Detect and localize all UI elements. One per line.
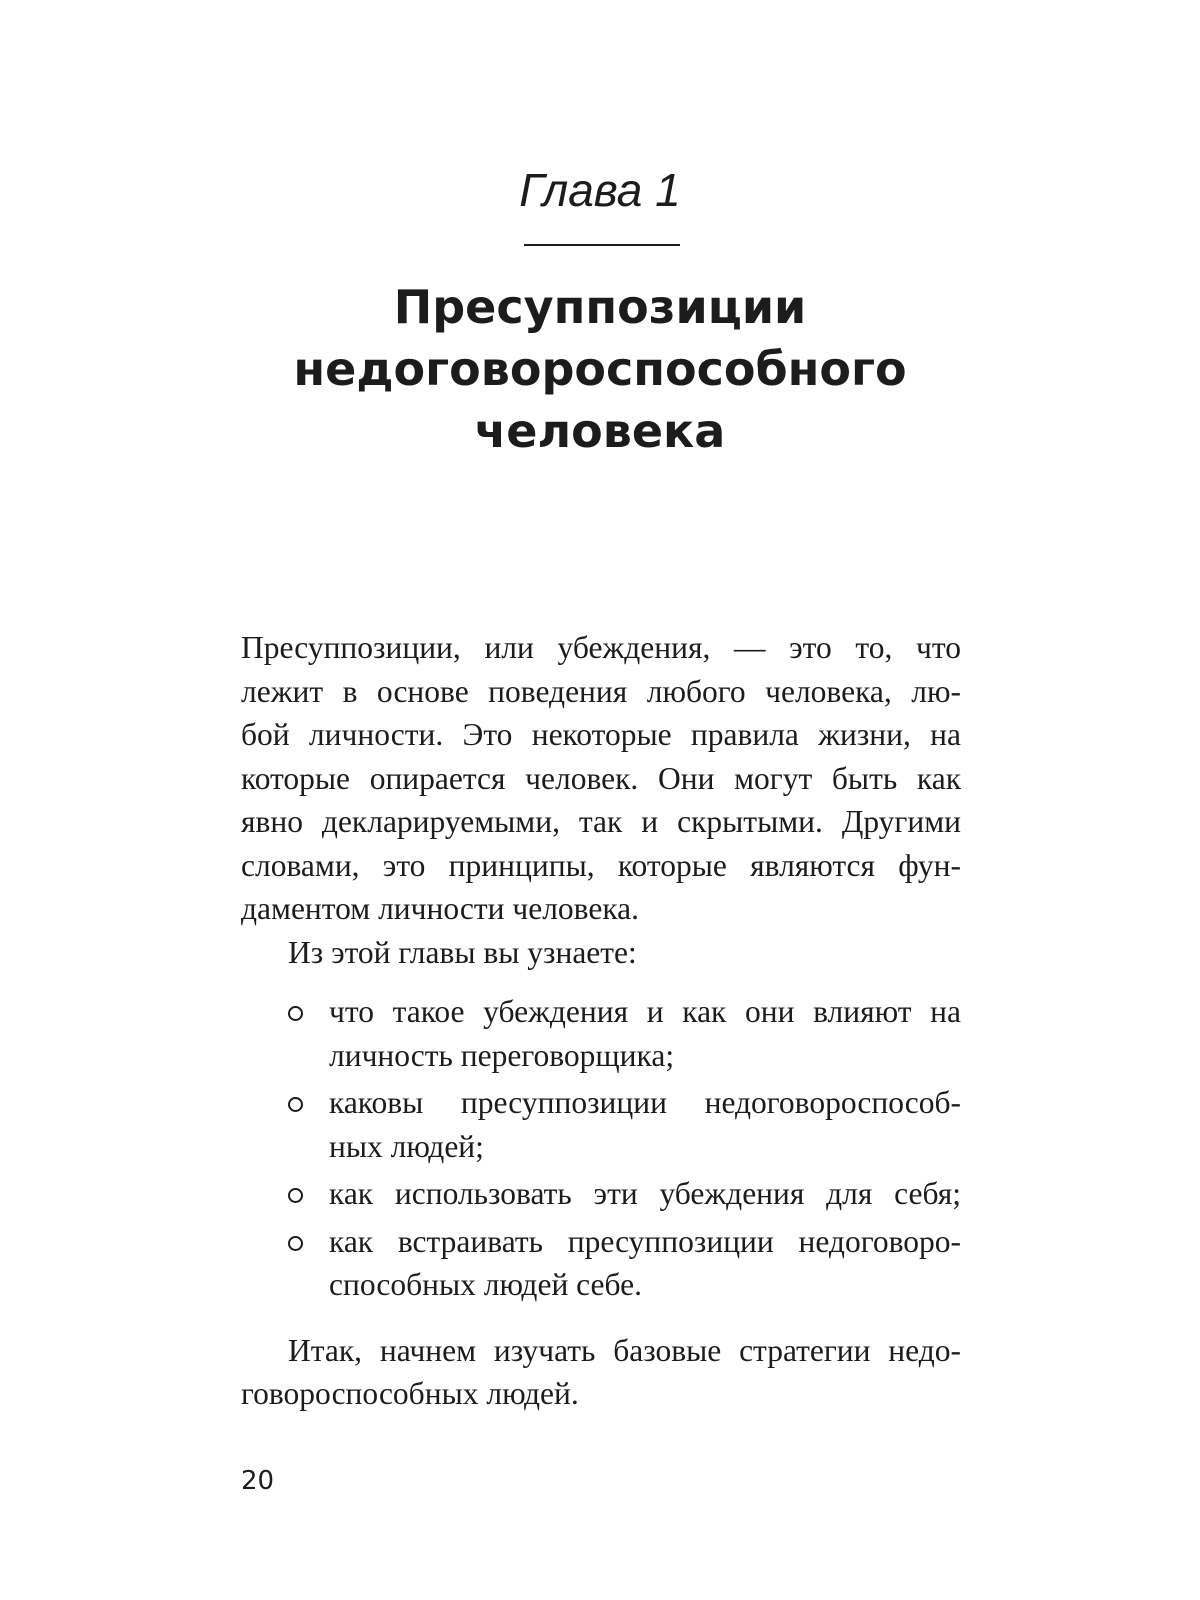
list-item-line: как встраивать пресуппозиции недоговоро- (329, 1223, 961, 1259)
chapter-title-line: Пресуппозиции (393, 280, 807, 334)
list-item (241, 1172, 961, 1216)
list-item (241, 1081, 961, 1168)
list-item-line: способных людей себе. (329, 1267, 642, 1302)
paragraph-line: бой личности. Это некоторые правила жизни, на (241, 717, 961, 752)
circle-bullet-icon (288, 1006, 303, 1021)
list-item-line: каковы пресуппозиции недоговороспособ- (329, 1085, 961, 1120)
paragraph-line: словами, это принципы, которые являются фун- (241, 847, 961, 883)
paragraph-line: говороспособных людей. (241, 1376, 579, 1411)
chapter-title (0, 276, 1200, 462)
paragraph-line: даментом личности человека. (241, 891, 640, 926)
closing-paragraph (241, 1329, 961, 1416)
paragraph-line: лежит в основе поведения любого человека, лю- (241, 673, 961, 709)
paragraph-line: Пресуппозиции, или убеждения, — это то, что (241, 630, 961, 665)
list-item-line: ных людей; (329, 1128, 484, 1164)
page-number: 20 (241, 1466, 275, 1496)
circle-bullet-icon (288, 1236, 303, 1251)
list-item (241, 990, 961, 1077)
lead-in-text: Из этой главы вы узнаете: (288, 934, 637, 970)
list-item (241, 1220, 961, 1307)
list-item-line: личность переговорщика; (329, 1037, 675, 1073)
chapter-divider (524, 244, 680, 246)
chapter-title-line: человека (474, 404, 726, 458)
paragraph-line: явно декларируемыми, так и скрытыми. Другими (241, 804, 961, 839)
chapter-body (241, 626, 961, 1416)
intro-paragraph (241, 626, 961, 931)
chapter-goals-list (241, 990, 961, 1307)
paragraph-line: Итак, начнем изучать базовые стратегии недо- (288, 1332, 961, 1368)
list-item-line: как использовать эти убеждения для себя; (329, 1176, 961, 1211)
chapter-label: Глава 1 (519, 164, 681, 216)
chapter-title-line: недоговороспособного (293, 342, 907, 396)
circle-bullet-icon (288, 1097, 303, 1112)
circle-bullet-icon (288, 1188, 303, 1203)
paragraph-line: которые опирается человек. Они могут быть как (241, 760, 961, 796)
list-item-line: что такое убеждения и как они влияют на (329, 994, 961, 1029)
